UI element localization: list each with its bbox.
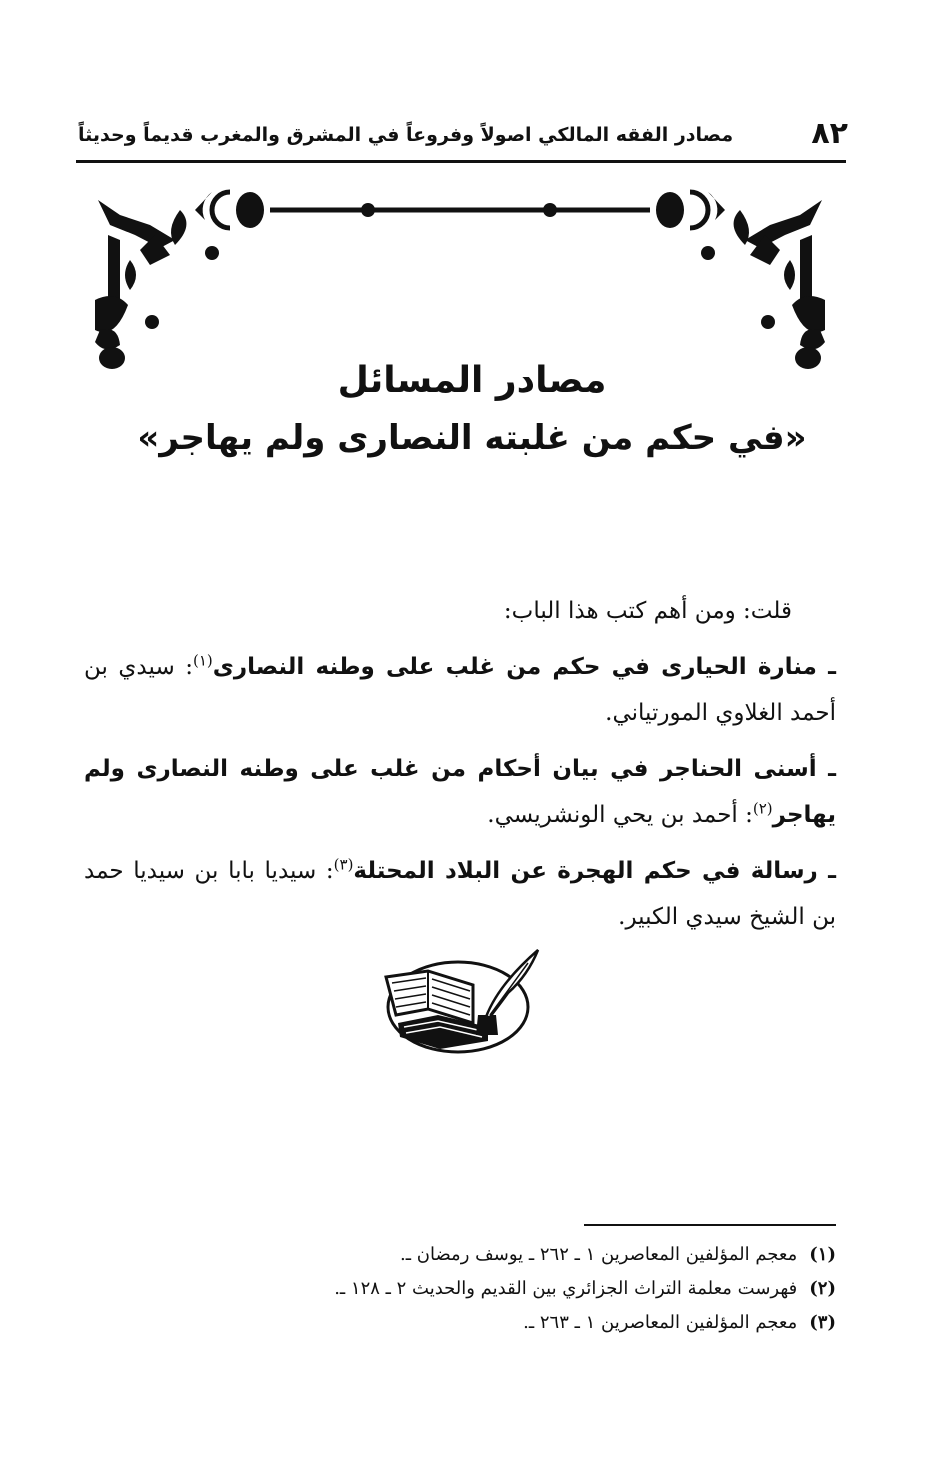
footnote-rule	[584, 1224, 836, 1226]
footnote	[136, 1272, 836, 1306]
ornament-frame	[80, 180, 840, 375]
body-text	[84, 588, 836, 950]
list-item	[84, 644, 836, 736]
item-title: ـ أسنى الحناجر في بيان أحكام من غلب على وطنه النصارى ولم يهاجر	[84, 756, 836, 828]
chapter-subtitle: «في حكم من غلبته النصارى ولم يهاجر»	[137, 418, 807, 458]
item-author: : سيدي بن أحمد الغلاوي المورتياني.	[84, 654, 836, 726]
footnote-number: (٣)	[809, 1312, 836, 1333]
footnote-marker: (٢)	[752, 799, 773, 818]
footnote-number: (١)	[809, 1244, 836, 1265]
intro-paragraph: قلت: ومن أهم كتب هذا الباب:	[503, 598, 792, 624]
book-quill-icon	[378, 945, 548, 1060]
chapter-title: مصادر المسائل	[337, 360, 607, 401]
footnote	[136, 1306, 836, 1340]
header-rule	[76, 160, 846, 163]
footnote-marker: (٣)	[333, 855, 354, 874]
footnote-number: (٢)	[809, 1278, 836, 1299]
footnote-marker: (١)	[192, 651, 213, 670]
item-author: : سيديا بابا بن سيديا حمد بن الشيخ سيدي الكبير.	[84, 858, 836, 930]
list-item	[84, 848, 836, 940]
footnote-text: معجم المؤلفين المعاصرين ١ ـ ٢٦٢ ـ يوسف رمضان ـ.	[400, 1244, 798, 1265]
running-header: مصادر الفقه المالكي اصولاً وفروعاً في المشرق والمغرب قديماً وحديثاً	[78, 124, 734, 146]
list-item	[84, 746, 836, 838]
footnote	[136, 1238, 836, 1272]
footnotes	[136, 1238, 836, 1340]
page-number: ٨٢	[811, 116, 848, 151]
item-title: ـ منارة الحيارى في حكم من غلب على وطنه النصارى	[212, 654, 836, 680]
item-title: ـ رسالة في حكم الهجرة عن البلاد المحتلة	[353, 858, 836, 884]
item-author: : أحمد بن يحي الونشريسي.	[487, 802, 753, 828]
footnote-text: معجم المؤلفين المعاصرين ١ ـ ٢٦٣ ـ.	[523, 1312, 798, 1333]
footnote-text: فهرست معلمة التراث الجزائري بين القديم والحديث ٢ ـ ١٢٨ ـ.	[334, 1278, 798, 1299]
